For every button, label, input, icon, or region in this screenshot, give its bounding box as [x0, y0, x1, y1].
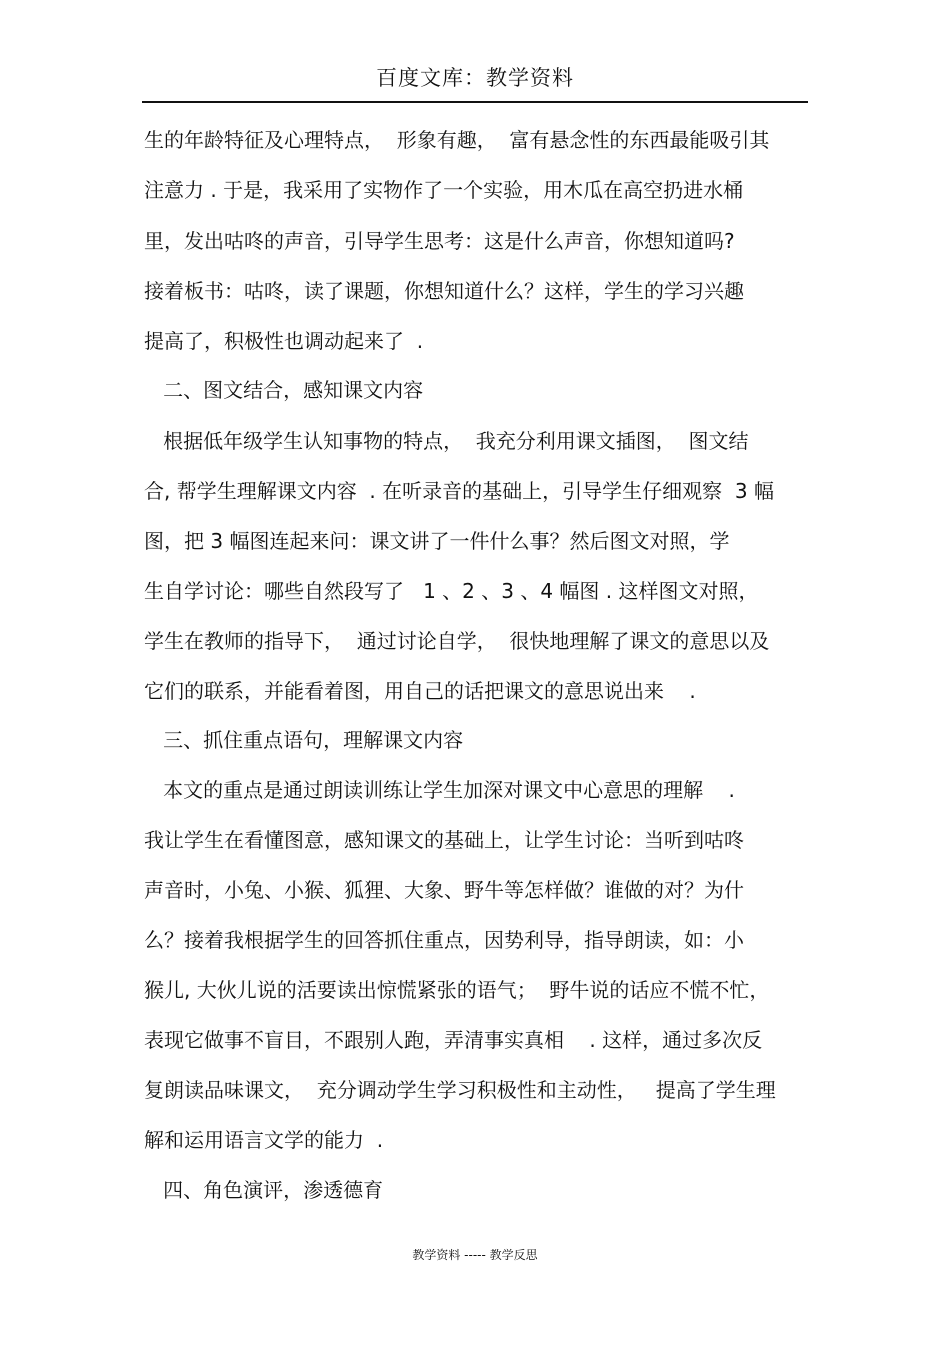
text-line: 我让学生在看懂图意，感知课文的基础上，让学生讨论：当听到咕咚 — [144, 828, 744, 852]
page-header-title: 百度文库：教学资料 — [376, 66, 574, 90]
text-line: 么？接着我根据学生的回答抓住重点，因势利导，指导朗读，如：小 — [144, 928, 744, 952]
text-line: 表现它做事不盲目，不跟别人跑，弄清事实真相 . 这样，通过多次反 — [144, 1028, 763, 1052]
text-line: 里，发出咕咚的声音，引导学生思考：这是什么声音，你想知道吗? — [144, 229, 735, 253]
text-line: 它们的联系，并能看着图，用自己的话把课文的意思说出来 . — [144, 679, 696, 703]
text-line: 学生在教师的指导下， 通过讨论自学， 很快地理解了课文的意思以及 — [144, 629, 770, 653]
page-footer: 教学资料 ----- 教学反思 — [412, 1248, 538, 1262]
text-line: 合, 帮学生理解课文内容 . 在听录音的基础上，引导学生仔细观察 3 幅 — [144, 479, 774, 503]
header-divider — [142, 101, 808, 103]
text-line: 注意力 . 于是，我采用了实物作了一个实验，用木瓜在高空扔进水桶 — [144, 178, 744, 202]
text-line: 猴儿, 大伙儿说的活要读出惊慌紧张的语气； 野牛说的话应不慌不忙， — [144, 978, 770, 1002]
text-line: 提高了，积极性也调动起来了 . — [144, 329, 424, 353]
text-line: 图，把 3 幅图连起来问：课文讲了一件什么事？然后图文对照，学 — [144, 529, 730, 553]
text-line: 声音时，小兔、小猴、狐狸、大象、野牛等怎样做？谁做的对？为什 — [144, 878, 744, 902]
text-line: 生自学讨论：哪些自然段写了 1 、2 、3 、4 幅图 . 这样图文对照， — [144, 579, 759, 603]
text-line: 解和运用语言文学的能力 . — [144, 1128, 384, 1152]
text-line: 根据低年级学生认知事物的特点， 我充分利用课文插图， 图文结 — [144, 429, 749, 453]
text-line: 本文的重点是通过朗读训练让学生加深对课文中心意思的理解 . — [144, 778, 735, 802]
section-heading: 二、图文结合，感知课文内容 — [144, 378, 424, 402]
section-heading: 三、抓住重点语句，理解课文内容 — [144, 728, 464, 752]
section-heading: 四、角色演评，渗透德育 — [144, 1178, 384, 1202]
text-line: 生的年龄特征及心理特点， 形象有趣， 富有悬念性的东西最能吸引其 — [144, 128, 770, 152]
text-line: 接着板书：咕咚，读了课题，你想知道什么？这样，学生的学习兴趣 — [144, 279, 744, 303]
text-line: 复朗读品味课文， 充分调动学生学习积极性和主动性， 提高了学生理 — [144, 1078, 776, 1102]
